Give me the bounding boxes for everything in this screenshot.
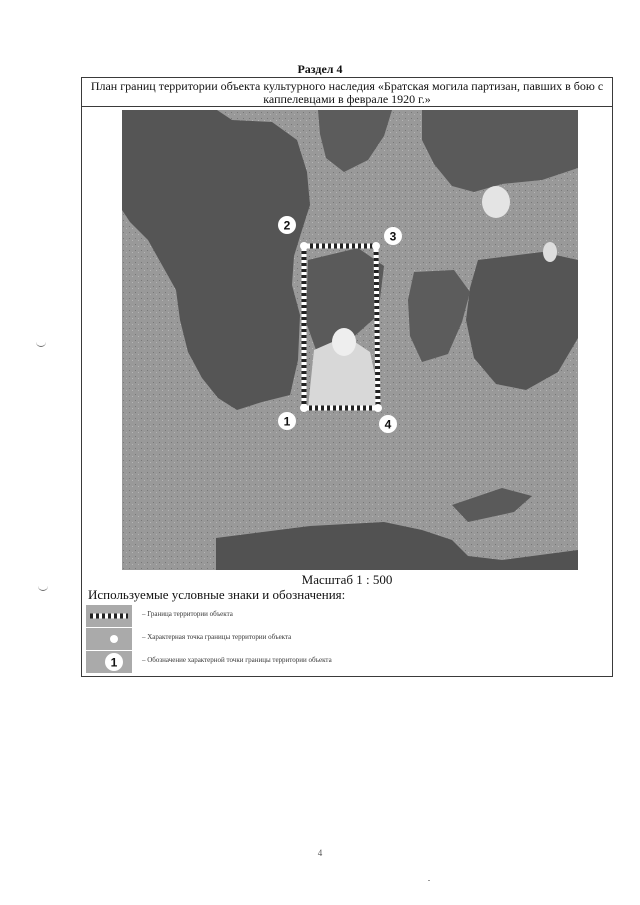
point-label-2: 2: [283, 218, 291, 233]
point-label-3: 3: [389, 229, 397, 244]
plan-frame: [81, 77, 613, 677]
legend-item-numbered-point: [86, 651, 606, 673]
scale-label: Масштаб 1 : 500: [301, 572, 393, 587]
point-label-1: 1: [283, 414, 291, 429]
legend-item-label: – Обозначение характерной точки границы территории объекта: [142, 656, 332, 664]
light-spot-northeast: [482, 186, 510, 218]
light-spot-east: [543, 242, 557, 262]
section-heading: Раздел 4: [297, 62, 343, 76]
margin-mark: [36, 341, 46, 347]
legend-title: Используемые условные знаки и обозначения:: [88, 587, 346, 602]
numbered-point-icon: [86, 651, 132, 673]
legend-item-label: – Характерная точка границы территории объекта: [142, 633, 292, 641]
legend-item-label: – Граница территории объекта: [142, 610, 233, 618]
map-image: [122, 110, 578, 570]
boundary-point-4: [374, 404, 382, 412]
svg-text:1: 1: [110, 655, 118, 670]
legend-item-point: [86, 628, 606, 650]
page-number: 4: [317, 848, 323, 858]
margin-mark: [38, 585, 48, 591]
plan-title: План границ территории объекта культурного наследия «Братская могила партизан, павших в бою с каппелевцами в феврале 1920 г.»: [82, 78, 612, 107]
boundary-point-1: [300, 404, 308, 412]
boundary-point-3: [372, 242, 380, 250]
boundary-point-2: [300, 242, 308, 250]
boundary-point-icon: [86, 628, 132, 650]
boundary-line-icon: [86, 605, 132, 627]
satellite-map: [122, 110, 578, 570]
point-label-4: 4: [384, 417, 392, 432]
light-spot-inside: [332, 328, 356, 356]
scan-speck: [428, 880, 430, 881]
legend-item-boundary: [86, 605, 606, 627]
